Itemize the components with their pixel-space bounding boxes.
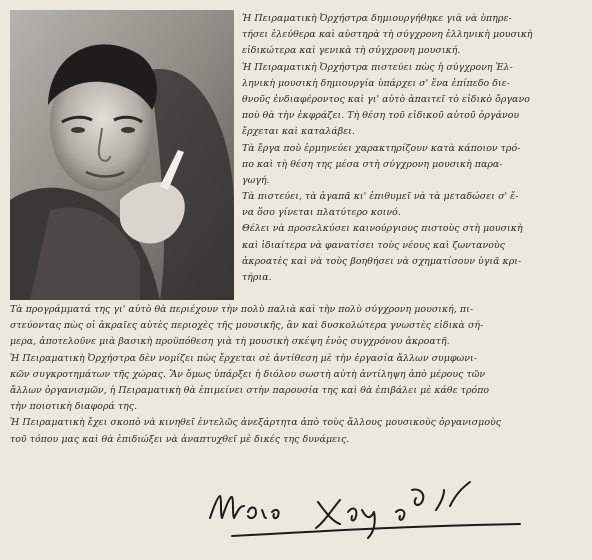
text-line: καὶ ἰδιαίτερα νὰ φανατίσει τοὺς νέους καὶ ζωντανοὺς [242,239,506,251]
right-column-text [242,11,586,286]
portrait-icon [10,10,234,300]
text-line: να ὅσο γίνεται πλατύτερο κοινό. [242,207,401,219]
text-line: Ἡ Πειραματικὴ Ὀρχήστρα πιστεύει πὼς ἡ σύγχρονη Ἑλ- [242,61,513,73]
text-line: τήσει ἐλεύθερα καὶ αὐστηρὰ τὴ σύγχρονη ἑλληνικὴ μουσικὴ [242,29,533,41]
text-line: ἀκροατὲς καὶ νὰ τοὺς βοηθήσει νὰ σχηματίσουν ὑγιᾶ κρι- [242,255,522,267]
text-line: ληνικὴ μουσικὴ δημιουργία ὑπάρχει σ' ἕνα ἐπίπεδο διε- [242,77,510,89]
handwritten-signature [200,466,530,546]
text-line: Θέλει νὰ προσελκύσει καινούργιους πιστοὺς στὴ μουσικὴ [242,223,523,235]
text-line: πο καὶ τὴ θέση της μέσα στὴ σύγχρονη μουσικὴ παρα- [242,158,503,170]
text-line: κῶν συγκροτημάτων τῆς χώρας. Ἂν ὅμως ὑπάρξει ἡ διόλου σωστὴ αὐτὴ ἀντίληψη ἀπὸ μέρους τῶν [10,368,486,380]
text-line: Τὰ ἔργα ποὺ ἑρμηνεύει χαρακτηρίζουν κατὰ κάποιον τρό- [242,142,521,154]
text-line: εἰδικώτερα καὶ γενικὰ τὴ σύγχρονη μουσική. [242,45,461,57]
text-line: Τὰ προγράμματά της γι' αὐτὸ θὰ περιέχουν τὴν πολὺ παλιὰ καὶ τὴν πολὺ σύγχρονη μουσική, πι- [10,304,474,315]
text-line: Τὰ πιστεύει, τὰ ἀγαπᾶ κι' ἐπιθυμεῖ νὰ τὰ μεταδώσει σ' ἕ- [242,191,519,203]
text-line: Ἡ Πειραματικὴ ἔχει σκοπὸ νὰ κινηθεῖ ἐντελῶς ἀνεξάρτητα ἀπὸ τοὺς ἄλλους μουσικοὺς ὀργανισμοὺς [10,417,502,429]
signature-icon [200,466,530,546]
text-line: γωγή. [242,174,270,186]
text-line: ἄλλων ὀργανισμῶν, ἡ Πειραματικὴ θὰ ἐπιμείνει στὴν παρουσία της καὶ θὰ ἐπιβάλει μὲ κάθε τρόπο [10,384,490,396]
text-line: ἔρχεται καὶ καταλάβει. [242,126,356,138]
text-line: Ἡ Πειραματικὴ Ὀρχήστρα δὲν νομίζει πὼς ἔρχεται σὲ ἀντίθεση μὲ τὴν ἐργασία ἄλλων συμφωνι- [10,352,477,364]
text-line: τήρια. [242,272,272,283]
full-width-text [10,302,586,448]
text-line: στεύοντας πὼς οἱ ἀκραῖες αὐτὲς περιοχὲς τῆς μουσικῆς, ἂν καὶ δυσκολώτερα γνωστὲς εἰδικὰ σή- [10,320,484,332]
text-line: τὴν ποιοτικὴ διαφορά της. [10,401,138,413]
text-line: Ἡ Πειραματικὴ Ὀρχήστρα δημιουργήθηκε γιὰ νὰ ὑπηρε- [242,13,512,24]
text-line: θνοῦς ἐνδιαφέροντος καὶ γι' αὐτὸ ἀπαιτεῖ τὸ εἰδικὸ ὄργανο [242,93,530,105]
text-line: μερα, ἀποτελοῦνε μιὰ βασικὴ προϋπόθεση γιὰ τὴ μουσικὴ σκέψη ἑνὸς συγχρόνου ἀκροατῆ. [10,336,450,348]
text-line: τοῦ τόπου μας καὶ θὰ ἐπιδιώξει νὰ ἀναπτυχθεῖ μὲ δικές της δυνάμεις. [10,433,350,445]
text-line: ποὺ θὰ τὴν ἐκφράζει. Τὴ θέση τοῦ εἰδικοῦ αὐτοῦ ὀργάνου [242,110,520,122]
portrait-photo [10,10,234,300]
